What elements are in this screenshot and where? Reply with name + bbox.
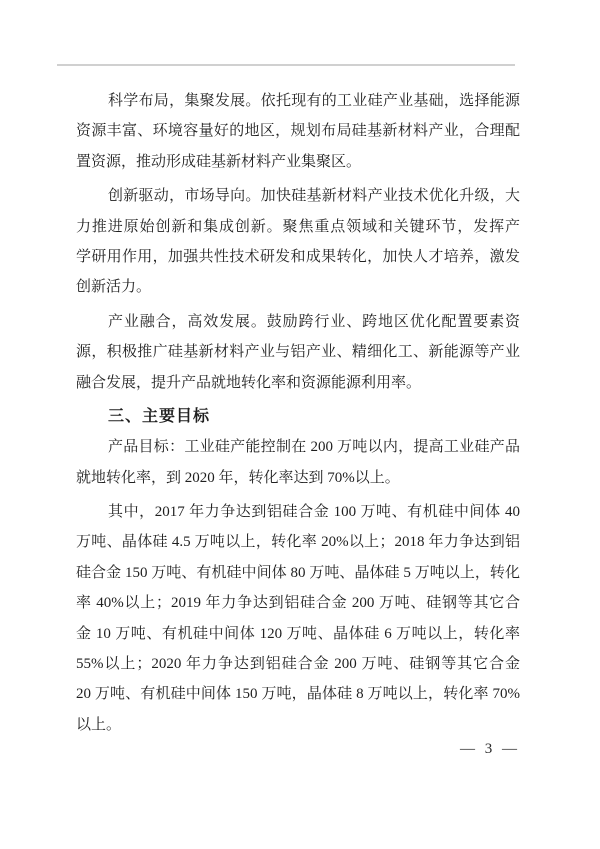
text-line: 产品目标：工业硅产能控制在 200 万吨以内，提高工业硅产品 (108, 439, 520, 456)
text-line: 创新驱动，市场导向。加快硅基新材料产业技术优化升级，大 (108, 188, 520, 205)
text-line: 资源丰富、环境容量好的地区，规划布局硅基新材料产业，合理配 (76, 123, 520, 140)
text-line: 科学布局，集聚发展。依托现有的工业硅产业基础，选择能源 (108, 93, 520, 109)
text-line: 学研用作用，加强共性技术研发和成果转化，加快人才培养，激发 (76, 248, 520, 265)
text-line: 55%以上；2020 年力争达到铝硅合金 200 万吨、硅钢等其它合金 (76, 656, 520, 673)
text-line: 20 万吨、有机硅中间体 150 万吨，晶体硅 8 万吨以上，转化率 70% (76, 686, 520, 703)
text-line: 万吨、晶体硅 4.5 万吨以上，转化率 20%以上；2018 年力争达到铝 (76, 534, 520, 551)
text-line: 产业融合，高效发展。鼓励跨行业、跨地区优化配置要素资 (108, 313, 520, 330)
text-line: 置资源，推动形成硅基新材料产业集聚区。 (76, 153, 362, 170)
section-heading (76, 402, 520, 432)
paragraph (76, 307, 520, 398)
document-body (76, 86, 520, 740)
paragraph (76, 86, 520, 177)
text-line: 其中，2017 年力争达到铝硅合金 100 万吨、有机硅中间体 40 (108, 504, 520, 521)
paragraph (76, 497, 520, 740)
text-line: 以上。 (76, 716, 122, 733)
paragraph (76, 181, 520, 303)
heading-text: 三、主要目标 (108, 407, 211, 425)
text-line: 力推进原始创新和集成创新。聚焦重点领域和关键环节，发挥产 (76, 218, 520, 235)
text-line: 硅合金 150 万吨、有机硅中间体 80 万吨、晶体硅 5 万吨以上，转化 (76, 564, 520, 581)
text-line: 源，积极推广硅基新材料产业与铝产业、精细化工、新能源等产业 (76, 344, 520, 361)
text-line: 率 40%以上；2019 年力争达到铝硅合金 200 万吨、硅钢等其它合 (76, 595, 520, 612)
text-line: 就地转化率，到 2020 年，转化率达到 70%以上。 (76, 469, 400, 486)
text-line: 金 10 万吨、有机硅中间体 120 万吨、晶体硅 6 万吨以上，转化率 (76, 625, 520, 642)
header-rule-divider (57, 64, 515, 66)
text-line: 融合发展，提升产品就地转化率和资源能源利用率。 (76, 374, 422, 391)
page-number: — 3 — (460, 741, 520, 757)
text-line: 创新活力。 (76, 279, 152, 296)
paragraph (76, 432, 520, 493)
